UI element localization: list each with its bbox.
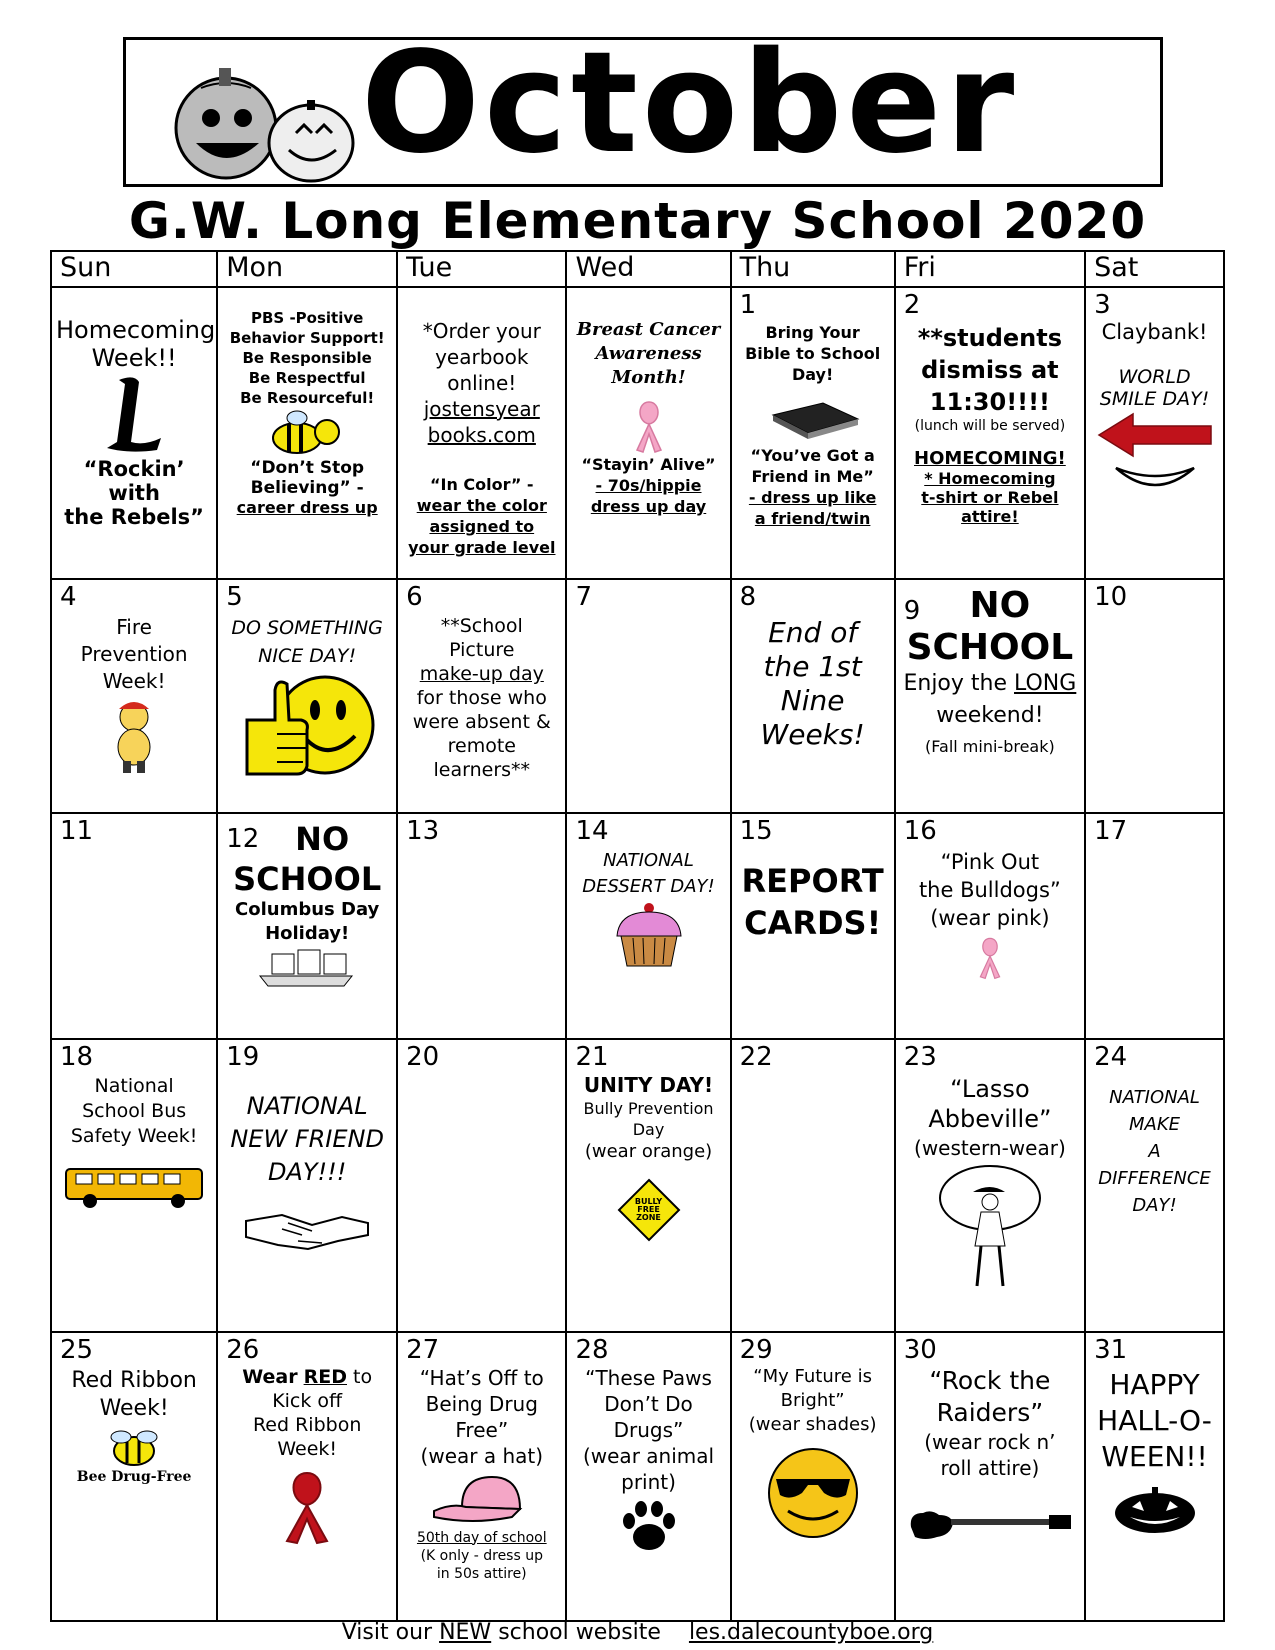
day-number: 13 — [406, 815, 440, 846]
cell-w2-thu — [731, 579, 895, 813]
cell-text: “Stayin’ Alive” — [581, 454, 716, 474]
cell-text: Bully Prevention — [583, 1099, 714, 1119]
cell-text: DAY! — [1132, 1195, 1177, 1217]
cell-w1-thu — [731, 287, 895, 580]
cell-text: National — [94, 1075, 174, 1098]
cell-text: MAKE — [1129, 1114, 1181, 1136]
cell-text: (wear pink) — [930, 905, 1050, 930]
drug-free-bee-icon — [89, 1429, 179, 1469]
cell-text: Be Resourceful! — [240, 388, 375, 407]
day-number: 5 — [226, 582, 243, 613]
cell-text: Drugs” — [613, 1417, 684, 1442]
week-row-5 — [51, 1332, 1224, 1621]
cell-w4-fri — [895, 1039, 1085, 1332]
cell-text: Be Responsible — [242, 348, 372, 367]
cell-w5-sun — [51, 1332, 217, 1621]
cell-text: Week! — [99, 1395, 169, 1421]
cell-text: Day — [632, 1120, 665, 1140]
cupcake-icon — [609, 900, 689, 970]
cell-text: “These Paws — [585, 1365, 712, 1390]
cell-w1-sat — [1085, 287, 1224, 580]
cell-text: *Order your — [422, 318, 541, 343]
cell-text: 11:30!!!! — [929, 387, 1050, 416]
day-number: 17 — [1094, 815, 1128, 846]
cell-text: “Lasso — [950, 1075, 1030, 1104]
cell-text: (lunch will be served) — [914, 417, 1066, 434]
cell-text: your grade level — [408, 537, 556, 557]
cell-text: make-up day — [419, 663, 544, 686]
cell-text: in 50s attire) — [436, 1565, 527, 1582]
cell-text: Raiders” — [936, 1397, 1044, 1427]
cell-text: (K only - dress up — [420, 1547, 543, 1564]
day-number: 10 — [1094, 582, 1128, 613]
cell-text: Nine — [780, 684, 845, 718]
day-number: 31 — [1094, 1334, 1128, 1365]
cell-w4-sun — [51, 1039, 217, 1332]
smile-icon — [1110, 460, 1200, 490]
cell-text: * Homecoming — [924, 468, 1056, 488]
cell-w4-mon — [217, 1039, 397, 1332]
cell-text: Week! — [277, 1437, 337, 1460]
cell-text: weekend! — [936, 703, 1044, 729]
cell-w1-tue — [397, 287, 566, 580]
cell-text: LONG — [1014, 671, 1077, 697]
cell-text: Be Respectful — [248, 368, 366, 387]
cell-text: SMILE DAY! — [1099, 387, 1210, 410]
cell-w4-tue — [397, 1039, 566, 1332]
cell-text: jostensyear — [423, 396, 540, 421]
cell-text: School Bus — [82, 1100, 187, 1123]
cell-text: (Fall mini-break) — [925, 737, 1055, 757]
cell-text: Enjoy the — [903, 671, 1008, 697]
cell-text: HALL-O- — [1097, 1403, 1212, 1437]
day-number: 9 — [903, 596, 921, 627]
cell-text: REPORT — [741, 861, 884, 900]
day-number: 27 — [406, 1334, 440, 1365]
cell-text: UNITY DAY! — [583, 1073, 714, 1098]
day-number: 19 — [226, 1042, 260, 1073]
cell-w3-thu — [731, 813, 895, 1039]
cell-text: yearbook online! — [435, 344, 529, 395]
cell-text: **School — [440, 615, 523, 638]
sunglasses-smiley-icon — [758, 1441, 868, 1541]
day-number: 1 — [739, 289, 757, 320]
cell-text: Red Ribbon — [71, 1367, 197, 1393]
weekday-fri: Fri — [895, 251, 1085, 287]
cell-w2-mon — [217, 579, 397, 813]
school-website-link[interactable]: les.dalecountyboe.org — [688, 1620, 934, 1645]
bee-icon — [257, 408, 357, 458]
ships-icon — [252, 946, 362, 991]
day-number: 21 — [575, 1042, 609, 1073]
cell-text: WORLD — [1118, 365, 1191, 388]
fire-dog-icon — [99, 695, 169, 775]
weekday-wed: Wed — [566, 251, 730, 287]
cell-text: “Rockin’ with — [83, 456, 185, 505]
cell-text: NO — [969, 585, 1031, 627]
pink-hat-icon — [432, 1469, 532, 1529]
cell-text: “Hat’s Off to — [419, 1365, 544, 1390]
cell-text: Free” — [455, 1417, 509, 1442]
cell-text: SCHOOL — [906, 627, 1074, 669]
day-number: 8 — [739, 582, 757, 613]
cell-text: “Pink Out — [940, 849, 1040, 874]
cell-w2-wed — [566, 579, 730, 813]
cell-text: “My Future is — [753, 1365, 872, 1387]
cell-text: (wear animal — [582, 1443, 715, 1468]
logo-text: Bee Drug-Free — [76, 1468, 192, 1485]
cell-text: Month! — [611, 366, 686, 388]
cell-w2-tue — [397, 579, 566, 813]
cell-text: - dress up like — [748, 487, 877, 507]
cell-text: 50th day of school — [416, 1529, 547, 1546]
cell-text: HAPPY — [1109, 1367, 1200, 1401]
thumbs-up-smiley-icon — [237, 670, 377, 780]
pink-ribbon-icon — [970, 932, 1010, 980]
cell-text: NATIONAL — [1109, 1087, 1200, 1109]
cell-text: Behavior Support! — [229, 328, 385, 347]
school-title: G.W. Long Elementary School 2020 — [128, 192, 1147, 250]
cell-w4-sat — [1085, 1039, 1224, 1332]
week-row-1 — [51, 287, 1224, 580]
cell-text: a friend/twin — [754, 508, 871, 528]
cell-text: SCHOOL — [233, 859, 382, 898]
cell-text: Bible to School — [745, 343, 881, 363]
cell-w1-fri — [895, 287, 1085, 580]
cell-text: A — [1148, 1141, 1161, 1163]
cell-text: Fire — [116, 615, 152, 640]
day-number: 24 — [1094, 1042, 1128, 1073]
cell-text: “You’ve Got a — [750, 445, 875, 465]
red-ribbon-icon — [277, 1467, 337, 1545]
cell-text: (wear rock n’ — [924, 1429, 1056, 1454]
cell-text: Awareness — [595, 342, 702, 364]
cowgirl-lasso-icon — [935, 1162, 1045, 1292]
cell-text: Wear — [242, 1365, 298, 1388]
day-number: 7 — [575, 582, 593, 613]
cell-text: DAY!!! — [267, 1158, 347, 1187]
cell-text: DO SOMETHING — [231, 617, 383, 640]
cell-text: attire! — [961, 506, 1019, 526]
cell-text: dress up day — [590, 496, 707, 516]
cell-w4-wed — [566, 1039, 730, 1332]
day-number: 26 — [226, 1334, 260, 1365]
cell-text: End of — [768, 616, 858, 650]
cell-w5-sat — [1085, 1332, 1224, 1621]
cell-text: career dress up — [236, 497, 378, 517]
weekday-mon: Mon — [217, 251, 397, 287]
cell-text: RED — [303, 1365, 347, 1388]
footer-new: NEW — [439, 1620, 492, 1645]
electric-guitar-icon — [905, 1497, 1075, 1547]
cell-w1-wed — [566, 287, 730, 580]
cell-text: the 1st — [763, 650, 862, 684]
day-number: 23 — [903, 1042, 937, 1073]
handshake-icon — [242, 1201, 372, 1261]
day-number: 20 — [406, 1042, 440, 1073]
cell-text: the Bulldogs” — [918, 877, 1061, 902]
weekday-sun: Sun — [51, 251, 217, 287]
cell-w1-mon — [217, 287, 397, 580]
day-number: 2 — [903, 289, 921, 320]
cell-text: roll attire) — [940, 1455, 1040, 1480]
cell-w3-mon — [217, 813, 397, 1039]
cell-text: NO — [295, 819, 350, 858]
cell-w5-thu — [731, 1332, 895, 1621]
day-number: 11 — [60, 815, 94, 846]
cell-text: were absent & — [412, 711, 551, 734]
cell-text: DIFFERENCE — [1098, 1168, 1211, 1190]
cell-text: Safety Week! — [70, 1125, 198, 1148]
cell-text: Red Ribbon — [252, 1413, 362, 1436]
bible-icon — [763, 385, 863, 445]
cell-text: Week!! — [91, 343, 177, 372]
sign-text: BULLY FREE ZONE — [634, 1197, 663, 1223]
cell-w5-fri — [895, 1332, 1085, 1621]
cell-text: Homecoming — [56, 315, 216, 344]
cell-text: Being Drug — [425, 1391, 538, 1416]
cell-w5-mon — [217, 1332, 397, 1621]
cell-text: Day! — [791, 364, 834, 384]
day-number: 6 — [406, 582, 423, 613]
cell-text: Kick off — [272, 1389, 343, 1412]
cell-text: (western-wear) — [914, 1136, 1066, 1161]
day-number: 29 — [739, 1334, 773, 1365]
cell-text: Abbeville” — [928, 1105, 1052, 1134]
cell-text: “In Color” - — [430, 474, 534, 494]
cell-text: to — [353, 1365, 373, 1388]
footer-middle: school website — [498, 1620, 661, 1645]
day-number: 16 — [903, 815, 937, 846]
cell-text: Columbus Day — [235, 898, 380, 920]
cell-w4-thu — [731, 1039, 895, 1332]
cell-text: print) — [621, 1469, 676, 1494]
cell-text: Bright” — [780, 1389, 845, 1411]
week-row-2 — [51, 579, 1224, 813]
school-bus-icon — [62, 1161, 207, 1211]
cell-w3-sun — [51, 813, 217, 1039]
red-arrow-icon — [1095, 410, 1215, 460]
footer-prefix: Visit our — [341, 1620, 433, 1645]
jack-o-lantern-icon — [1110, 1485, 1200, 1535]
cell-text: Picture — [449, 639, 515, 662]
cell-w2-sat — [1085, 579, 1224, 813]
cell-w1-sun — [51, 287, 217, 580]
rebel-l-logo-icon — [99, 372, 169, 457]
cell-text: NEW FRIEND — [230, 1125, 384, 1154]
cell-text: NICE DAY! — [258, 645, 357, 668]
cell-text: t-shirt or Rebel — [921, 487, 1059, 507]
cell-text: Week! — [102, 669, 166, 694]
cell-text: Bring Your — [765, 322, 860, 342]
cell-w3-sat — [1085, 813, 1224, 1039]
cell-text: (wear shades) — [748, 1413, 877, 1435]
weekday-sat: Sat — [1085, 251, 1224, 287]
cell-text: Claybank! — [1101, 319, 1208, 344]
cell-text: DESSERT DAY! — [582, 875, 715, 897]
cell-text: Prevention — [80, 642, 188, 667]
day-number: 3 — [1094, 289, 1111, 320]
cell-text: (wear a hat) — [420, 1443, 544, 1468]
cell-text: HOMECOMING! — [914, 447, 1066, 469]
cell-text: WEEN!! — [1101, 1439, 1208, 1473]
cell-text: CARDS! — [744, 903, 882, 942]
day-number: 28 — [575, 1334, 609, 1365]
week-row-3 — [51, 813, 1224, 1039]
cell-w2-sun — [51, 579, 217, 813]
cell-w3-wed — [566, 813, 730, 1039]
cell-text: the Rebels” — [64, 504, 204, 529]
pink-ribbon-icon — [629, 394, 669, 454]
cell-text: PBS -Positive — [251, 308, 364, 327]
cell-text: books.com — [427, 422, 536, 447]
cell-text: remote — [447, 735, 516, 758]
cell-text: NATIONAL — [246, 1092, 368, 1121]
cell-text: NATIONAL — [603, 849, 694, 871]
weekday-tue: Tue — [397, 251, 566, 287]
cell-text: **students — [917, 323, 1063, 352]
day-number: 15 — [739, 815, 773, 846]
cell-w5-wed — [566, 1332, 730, 1621]
cell-text: Don’t Do — [604, 1391, 693, 1416]
day-number: 25 — [60, 1334, 94, 1365]
cell-w2-fri — [895, 579, 1085, 813]
day-number: 22 — [739, 1042, 773, 1073]
day-number: 4 — [60, 582, 77, 613]
bully-free-sign — [617, 1178, 681, 1242]
calendar-grid — [50, 250, 1225, 1622]
footer — [0, 1620, 1275, 1645]
cell-text: “Don’t Stop — [250, 457, 365, 478]
cell-text: Breast Cancer — [576, 318, 721, 340]
day-number: 30 — [903, 1334, 937, 1365]
header-banner — [123, 37, 1163, 187]
pumpkins-illustration — [171, 48, 361, 183]
cell-text: dismiss at — [921, 355, 1059, 384]
cell-text: Friend in Me” — [751, 466, 874, 486]
cell-text: for those who — [416, 687, 547, 710]
month-title: October — [361, 37, 1019, 185]
day-number: 12 — [226, 823, 260, 854]
day-number: 14 — [575, 815, 609, 846]
cell-text: learners** — [433, 759, 531, 782]
week-row-4 — [51, 1039, 1224, 1332]
weekday-header-row — [51, 251, 1224, 287]
cell-text: (wear orange) — [584, 1141, 713, 1163]
weekday-thu: Thu — [731, 251, 895, 287]
paw-print-icon — [619, 1499, 679, 1555]
cell-text: - 70s/hippie — [595, 475, 702, 495]
cell-text: “Rock the — [929, 1365, 1051, 1395]
cell-text: Weeks! — [760, 718, 865, 752]
cell-text: wear the color — [416, 495, 547, 515]
cell-w5-tue — [397, 1332, 566, 1621]
cell-w3-fri — [895, 813, 1085, 1039]
cell-text: assigned to — [429, 516, 535, 536]
cell-text: Holiday! — [265, 922, 350, 944]
cell-text: Believing” - — [250, 477, 364, 498]
cell-w3-tue — [397, 813, 566, 1039]
day-number: 18 — [60, 1042, 94, 1073]
